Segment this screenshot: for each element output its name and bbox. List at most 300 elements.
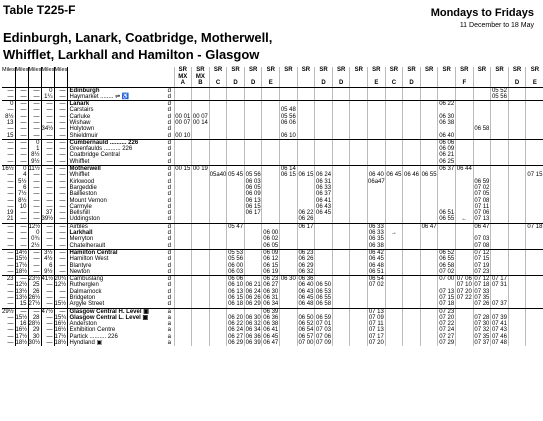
mileage-cell: 28½ bbox=[28, 321, 41, 328]
mileage-cell: — bbox=[54, 289, 67, 295]
operator-code: SR bbox=[385, 67, 403, 74]
mileage-cell: — bbox=[28, 249, 41, 256]
time-cell: 07 10 bbox=[456, 282, 472, 289]
station-name: Bargeddie bbox=[69, 184, 97, 191]
mileage-cell: — bbox=[54, 223, 67, 230]
mileage-cell: 16 bbox=[15, 321, 28, 327]
time-cell bbox=[350, 94, 368, 101]
time-cell: 05 53 bbox=[228, 249, 244, 256]
note-letter bbox=[438, 80, 456, 87]
mileage-cell: — bbox=[54, 256, 67, 262]
station-row bbox=[2, 87, 543, 94]
mileage-cell: — bbox=[41, 191, 54, 197]
mileage-cell: — bbox=[41, 243, 54, 250]
time-cell: 07 48 bbox=[491, 340, 507, 347]
time-cell bbox=[227, 139, 245, 146]
time-cell: 06 22 bbox=[439, 101, 455, 108]
station-name: Bellshill bbox=[69, 210, 90, 217]
time-cell bbox=[280, 223, 298, 230]
mileage-cell: 16½ bbox=[54, 327, 67, 334]
arr-dep-flag: a bbox=[167, 314, 171, 321]
time-cell bbox=[192, 340, 210, 346]
time-cell bbox=[280, 340, 298, 346]
note-letter: F bbox=[456, 80, 474, 87]
time-cell: 06 58 bbox=[316, 301, 332, 308]
time-cell: 05 47 bbox=[228, 223, 244, 230]
mileage-cell: — bbox=[28, 256, 41, 262]
time-cell bbox=[368, 159, 386, 166]
time-cell: 06 50 bbox=[298, 314, 314, 321]
time-cell bbox=[456, 139, 474, 146]
route-title-line-1: Edinburgh, Lanark, Coatbridge, Motherwell, bbox=[3, 30, 273, 45]
arr-dep-flag: d bbox=[165, 301, 174, 308]
time-cell: 06 15 bbox=[298, 172, 314, 179]
mileage-cell: 1¼ bbox=[41, 94, 54, 101]
station-row bbox=[2, 249, 543, 256]
time-cell: 07 03 bbox=[474, 236, 490, 243]
mileage-cell: — bbox=[41, 301, 54, 308]
mileage-cell: — bbox=[28, 263, 41, 269]
time-cell: 05 56 bbox=[491, 93, 507, 100]
time-cell bbox=[491, 139, 509, 146]
mileage-cell: — bbox=[41, 295, 54, 301]
arr-dep-flag: d bbox=[167, 249, 171, 256]
time-cell: 06 55 bbox=[421, 172, 437, 179]
station-name: Whifflet bbox=[67, 159, 165, 166]
time-cell bbox=[350, 101, 368, 108]
station-name: Glasgow Central H. Level ▣ bbox=[69, 308, 149, 315]
time-cell bbox=[262, 87, 280, 94]
time-cell bbox=[315, 166, 333, 173]
time-cell: 07 06 bbox=[474, 210, 490, 217]
mileage-cell: — bbox=[2, 146, 15, 152]
time-cell bbox=[473, 133, 491, 140]
mileage-cell: 15¾ bbox=[54, 314, 67, 321]
time-cell: 06 42 bbox=[368, 249, 384, 256]
header-blank bbox=[2, 80, 15, 87]
mileage-cell: — bbox=[28, 87, 41, 94]
validity-period: 11 December to 18 May bbox=[459, 22, 534, 29]
station-name: Rutherglen bbox=[69, 282, 99, 289]
mileage-cell: — bbox=[28, 126, 41, 132]
time-cell bbox=[385, 166, 403, 173]
time-cell: 07 46 bbox=[491, 333, 507, 340]
time-cell: 06 24 bbox=[228, 327, 244, 334]
time-cell: 06 44 bbox=[456, 166, 472, 173]
time-cell bbox=[526, 249, 543, 256]
mileage-cell: — bbox=[15, 114, 28, 120]
time-cell: 07 39 bbox=[491, 314, 507, 321]
mileage-cell: — bbox=[2, 243, 15, 250]
time-cell bbox=[456, 133, 474, 140]
mileage-cell: 5½ bbox=[15, 179, 28, 185]
time-cell bbox=[385, 340, 403, 346]
operator-code: SR bbox=[315, 67, 333, 74]
mileage-cell: — bbox=[2, 87, 15, 94]
arr-dep-flag: d bbox=[165, 216, 174, 223]
time-cell: 06 31 bbox=[263, 295, 279, 301]
mileage-cell: — bbox=[15, 216, 28, 223]
time-cell bbox=[456, 159, 474, 166]
mileage-cell: — bbox=[2, 256, 15, 262]
time-cell: 05 45 bbox=[228, 172, 244, 179]
mileage-cell: 26 bbox=[28, 289, 41, 295]
time-cell bbox=[456, 94, 474, 101]
operator-code: SR bbox=[508, 67, 526, 74]
station-row bbox=[2, 269, 543, 276]
time-cell bbox=[332, 269, 350, 276]
time-cell: 06 43 bbox=[316, 203, 332, 210]
mileage-cell: — bbox=[2, 289, 15, 295]
mileage-cell: — bbox=[41, 289, 54, 295]
time-cell bbox=[315, 308, 333, 315]
time-cell bbox=[192, 243, 210, 250]
time-cell bbox=[350, 223, 368, 230]
station-name: Kirkwood bbox=[69, 178, 95, 185]
time-cell bbox=[174, 223, 192, 230]
time-cell bbox=[227, 159, 245, 166]
note-letter bbox=[297, 80, 315, 87]
time-cell: 07 13 bbox=[439, 288, 455, 295]
time-cell bbox=[244, 159, 262, 166]
time-cell: 00 07 bbox=[175, 119, 191, 126]
time-cell bbox=[227, 166, 245, 173]
time-cell: 06 54 bbox=[298, 327, 314, 334]
time-cell: 06 24 bbox=[316, 172, 332, 179]
time-cell bbox=[526, 133, 543, 140]
station-name: Whifflet bbox=[69, 172, 90, 179]
mileage-cell: 14½ bbox=[15, 249, 28, 256]
note-letter bbox=[420, 80, 438, 87]
arr-dep-flag: a bbox=[167, 321, 171, 328]
mileage-cell: — bbox=[15, 126, 28, 132]
mileage-cell: — bbox=[15, 276, 28, 283]
time-cell: 06 46 bbox=[404, 172, 420, 179]
time-cell bbox=[209, 276, 227, 283]
time-cell bbox=[403, 133, 421, 140]
header-note-row bbox=[2, 80, 543, 87]
time-cell bbox=[350, 139, 368, 146]
station-name: Carmyle bbox=[69, 203, 92, 210]
time-cell: 07 18 bbox=[439, 301, 455, 308]
mileage-cell: 39½ bbox=[41, 216, 54, 223]
time-cell bbox=[420, 87, 438, 94]
time-cell: 07 06 bbox=[316, 333, 332, 340]
time-cell bbox=[209, 87, 227, 94]
station-name: Hyndland ▣ bbox=[69, 340, 103, 347]
mileage-cell: — bbox=[2, 198, 15, 204]
arr-dep-flag: d bbox=[167, 146, 171, 153]
time-cell: 06 30 bbox=[439, 113, 455, 120]
time-cell: 06 57 bbox=[298, 333, 314, 340]
time-cell: 06 37 bbox=[439, 166, 455, 173]
note-letter bbox=[350, 80, 368, 87]
time-cell: 07 06 bbox=[456, 276, 472, 283]
time-cell: 07 19 bbox=[474, 262, 490, 269]
time-cell bbox=[456, 301, 474, 308]
time-cell bbox=[244, 133, 262, 140]
station-name: Chatelherault bbox=[67, 243, 165, 250]
time-cell bbox=[350, 87, 368, 94]
time-cell: 07 08 bbox=[474, 197, 490, 204]
arr-dep-flag: d bbox=[167, 119, 171, 126]
time-cell bbox=[526, 101, 543, 108]
mileage-cell: — bbox=[2, 340, 15, 346]
time-cell bbox=[403, 94, 421, 101]
mileage-cell: 27½ bbox=[28, 301, 41, 308]
station-name: Argyle Street bbox=[67, 301, 165, 308]
time-cell bbox=[491, 101, 509, 108]
time-cell bbox=[280, 243, 298, 250]
time-cell bbox=[385, 133, 403, 140]
mileage-cell: — bbox=[41, 101, 54, 108]
arr-dep-flag: d bbox=[167, 262, 171, 269]
mileage-cell: — bbox=[54, 308, 67, 315]
time-cell bbox=[174, 243, 192, 250]
time-cell: 06 03 bbox=[228, 268, 244, 275]
time-cell: 07 26 bbox=[474, 301, 490, 308]
time-cell bbox=[508, 243, 526, 250]
time-cell bbox=[332, 139, 350, 146]
time-cell bbox=[227, 94, 245, 101]
time-cell bbox=[385, 249, 403, 256]
note-letter: D bbox=[227, 80, 245, 87]
mileage-cell: — bbox=[15, 236, 28, 242]
arr-dep-flag: d bbox=[167, 152, 171, 159]
header-blank bbox=[67, 80, 165, 87]
miles-header: Miles bbox=[15, 67, 29, 74]
mileage-cell: 0 bbox=[28, 139, 41, 146]
time-cell bbox=[332, 94, 350, 101]
station-row bbox=[2, 243, 543, 250]
time-cell bbox=[403, 159, 421, 166]
station-row bbox=[2, 139, 543, 146]
time-cell: 06 31 bbox=[316, 178, 332, 185]
time-cell: 06 38 bbox=[263, 321, 279, 328]
time-cell: 06 30 bbox=[263, 288, 279, 295]
station-name: Lanark bbox=[69, 101, 90, 108]
mileage-cell: — bbox=[28, 101, 41, 108]
mileage-cell: — bbox=[54, 94, 67, 101]
mileage-cell: 18½ bbox=[15, 340, 28, 347]
time-cell bbox=[280, 308, 298, 315]
time-cell: 06 26 bbox=[298, 216, 314, 223]
time-cell: 06 33 bbox=[316, 184, 332, 191]
arr-dep-flag: d bbox=[167, 236, 171, 243]
time-cell: 06 34 bbox=[245, 327, 261, 334]
time-cell bbox=[192, 101, 210, 108]
station-name: Edinburgh bbox=[69, 87, 100, 94]
arr-dep-flag: a bbox=[167, 340, 171, 347]
time-cell: 07 20 bbox=[368, 340, 384, 347]
mileage-cell: 18½ bbox=[15, 268, 28, 275]
mileage-cell: — bbox=[15, 107, 28, 113]
operator-code: SR bbox=[280, 67, 298, 74]
time-cell bbox=[262, 133, 280, 140]
arr-dep-flag: d bbox=[167, 295, 171, 301]
station-name: Coatbridge Central bbox=[69, 152, 120, 159]
time-cell bbox=[315, 243, 333, 250]
time-cell bbox=[508, 133, 526, 140]
time-cell: 06 55 bbox=[439, 216, 455, 223]
note-letter: E bbox=[368, 80, 386, 87]
mileage-cell: — bbox=[2, 334, 15, 340]
time-cell: 06 36 bbox=[245, 333, 261, 340]
operator-code: SR bbox=[209, 67, 227, 74]
time-cell bbox=[280, 159, 298, 166]
mileage-cell: — bbox=[54, 263, 67, 269]
operator-code: SR bbox=[368, 67, 386, 74]
station-row bbox=[2, 223, 543, 230]
time-cell bbox=[209, 133, 227, 140]
time-cell: 06 36 bbox=[298, 276, 314, 283]
time-cell: 06 40 bbox=[298, 282, 314, 289]
station-name: Glasgow Central L. Level ▣ bbox=[69, 314, 149, 321]
mileage-cell: — bbox=[54, 191, 67, 197]
time-cell bbox=[280, 139, 298, 146]
time-cell bbox=[526, 276, 543, 283]
time-cell: 05 56 bbox=[245, 172, 261, 179]
timetable bbox=[2, 67, 543, 346]
time-cell bbox=[350, 276, 368, 283]
time-cell bbox=[297, 133, 315, 140]
time-cell bbox=[491, 249, 509, 256]
time-cell bbox=[332, 87, 350, 94]
mileage-cell: — bbox=[54, 139, 67, 146]
arr-dep-flag: d bbox=[165, 159, 174, 166]
operator-code: SR bbox=[350, 67, 368, 74]
station-name: Holytown bbox=[69, 126, 95, 133]
time-cell bbox=[385, 216, 403, 223]
time-cell: 06 38 bbox=[439, 119, 455, 126]
time-cell bbox=[491, 166, 509, 173]
time-cell bbox=[385, 139, 403, 146]
note-letter bbox=[280, 80, 298, 87]
time-cell bbox=[368, 216, 386, 223]
time-cell: 06 47 bbox=[263, 340, 279, 347]
arr-dep-flag: d bbox=[167, 139, 171, 146]
time-cell bbox=[280, 269, 298, 276]
time-cell bbox=[192, 216, 210, 223]
station-name: Cambuslang bbox=[69, 276, 104, 283]
time-cell bbox=[174, 139, 192, 146]
time-cell: 06 20 bbox=[228, 314, 244, 321]
mileage-cell: — bbox=[15, 159, 28, 166]
mileage-cell: — bbox=[54, 210, 67, 216]
miles-header: Miles bbox=[2, 67, 15, 74]
mileage-cell: 15½ bbox=[15, 256, 28, 263]
time-cell: 06 52 bbox=[298, 321, 314, 328]
mileage-cell: — bbox=[15, 308, 28, 315]
time-cell: 06 26 bbox=[298, 256, 314, 263]
time-cell bbox=[420, 249, 438, 256]
mileage-cell: — bbox=[41, 114, 54, 120]
time-cell bbox=[332, 301, 350, 308]
time-cell: 06 17 bbox=[298, 223, 314, 230]
time-cell bbox=[420, 308, 438, 315]
mileage-cell: 23½ bbox=[28, 276, 41, 283]
table-id: Table T225-F bbox=[3, 3, 76, 17]
time-cell bbox=[315, 223, 333, 230]
time-cell: 06 50 bbox=[316, 282, 332, 289]
time-cell: 07 41 bbox=[491, 321, 507, 328]
time-cell: 06 34 bbox=[263, 301, 279, 308]
time-cell: 06 00 bbox=[228, 262, 244, 269]
time-cell bbox=[385, 301, 403, 308]
mileage-cell: — bbox=[15, 146, 28, 152]
time-cell bbox=[332, 276, 350, 283]
time-cell bbox=[526, 269, 543, 276]
mileage-cell: 15 bbox=[2, 133, 15, 140]
time-cell bbox=[192, 249, 210, 256]
time-cell bbox=[473, 159, 491, 166]
mileage-cell: 28 bbox=[28, 315, 41, 321]
mileage-cell: — bbox=[15, 87, 28, 94]
time-cell: 07 30 bbox=[474, 321, 490, 328]
time-cell: 07 35 bbox=[474, 333, 490, 340]
time-cell: 06 03 bbox=[245, 178, 261, 185]
operator-code: SR bbox=[262, 67, 280, 74]
time-cell bbox=[280, 87, 298, 94]
mileage-cell: 0 bbox=[28, 230, 41, 236]
mileage-cell: 34½ bbox=[41, 126, 54, 133]
time-cell bbox=[491, 133, 509, 140]
time-cell bbox=[403, 276, 421, 283]
time-cell bbox=[420, 243, 438, 250]
time-cell: 06 15 bbox=[245, 203, 261, 210]
time-cell bbox=[297, 94, 315, 101]
time-cell bbox=[332, 166, 350, 173]
mileage-cell: — bbox=[28, 210, 41, 216]
mileage-cell: — bbox=[54, 159, 67, 166]
operator-code: SR bbox=[473, 67, 491, 74]
time-cell bbox=[368, 87, 386, 94]
time-cell: 00 01 bbox=[175, 113, 191, 120]
time-cell bbox=[262, 159, 280, 166]
time-cell bbox=[420, 166, 438, 173]
mileage-cell: — bbox=[54, 146, 67, 152]
time-cell bbox=[526, 340, 543, 346]
time-cell: 06 09 bbox=[263, 249, 279, 256]
time-cell: 07 02 bbox=[439, 268, 455, 275]
mileage-cell: 3½ bbox=[41, 249, 54, 256]
time-cell: 07 18 bbox=[527, 223, 543, 230]
time-cell: 06 48 bbox=[368, 262, 384, 269]
mileage-cell: — bbox=[2, 152, 15, 158]
time-cell bbox=[420, 216, 438, 223]
time-cell bbox=[526, 94, 543, 101]
mx-note: MX bbox=[174, 74, 192, 81]
mileage-cell: 0¾ bbox=[28, 236, 41, 242]
time-cell bbox=[420, 276, 438, 283]
time-cell bbox=[244, 243, 262, 250]
station-name: Exhibition Centre bbox=[69, 327, 116, 334]
time-cell bbox=[385, 223, 403, 230]
time-cell bbox=[192, 301, 210, 308]
note-letter: D bbox=[332, 80, 350, 87]
time-cell: 06 35 bbox=[368, 236, 384, 243]
time-cell bbox=[174, 301, 192, 308]
time-cell: 06 54 bbox=[368, 276, 384, 283]
mileage-cell: 18½ bbox=[54, 340, 67, 347]
time-cell bbox=[403, 243, 421, 250]
time-cell bbox=[227, 243, 245, 250]
station-row bbox=[2, 282, 543, 288]
time-cell: 06 30 bbox=[245, 314, 261, 321]
time-cell bbox=[244, 216, 262, 223]
time-cell bbox=[420, 133, 438, 140]
mileage-cell: 1 bbox=[28, 146, 41, 152]
